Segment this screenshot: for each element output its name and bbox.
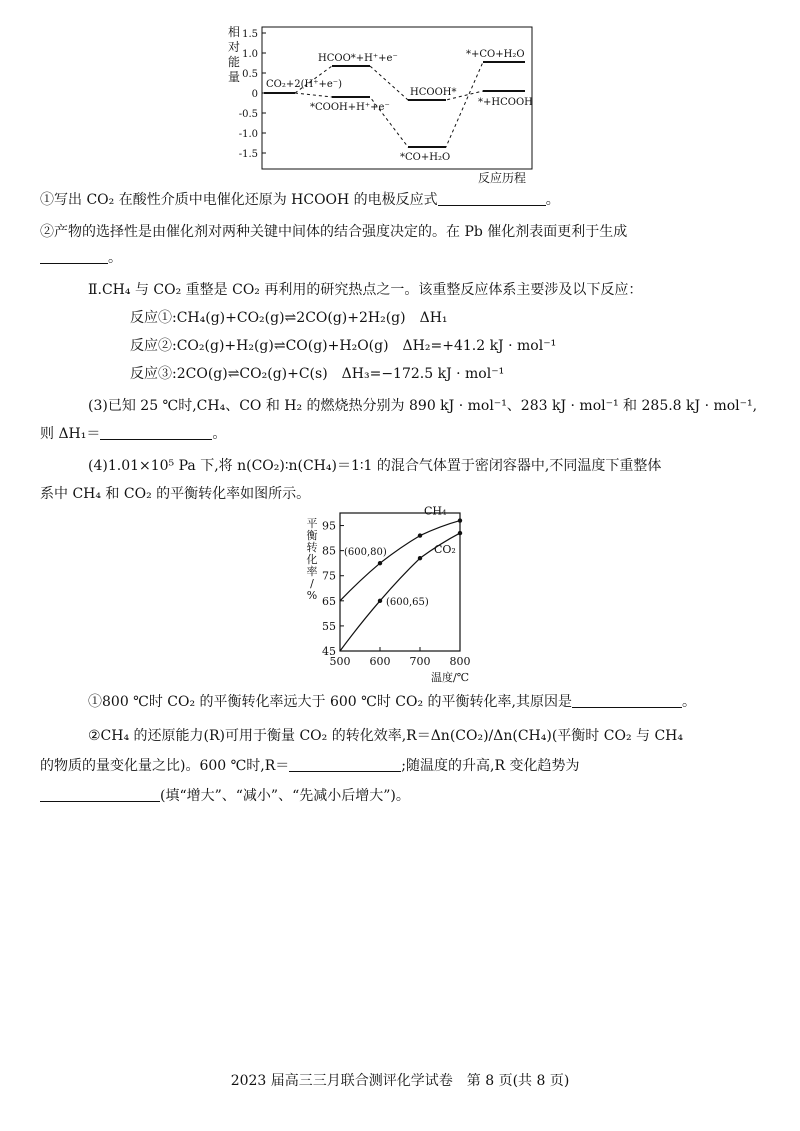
- reaction-2: 反应②:CO₂(g)+H₂(g)⇌CO(g)+H₂O(g) ΔH₂=+41.2 kJ · mol⁻¹: [130, 338, 557, 354]
- data-point: [378, 599, 382, 603]
- question-4-1-end: 。: [681, 694, 696, 710]
- svg-text:%: %: [306, 589, 318, 602]
- question-2-2-text: ②产物的选择性是由催化剂对两种关键中间体的结合强度决定的。在 Pb 催化剂表面更利于生成: [40, 224, 628, 240]
- energy-tick-label: -1.0: [238, 129, 258, 140]
- energy-x-label: 反应历程: [478, 171, 527, 185]
- question-2-1-end: 。: [545, 192, 560, 208]
- label-hcooh-ads: HCOOH*: [410, 87, 457, 98]
- data-point: [418, 533, 422, 537]
- y-tick-label: 75: [322, 569, 336, 583]
- x-tick-label: 500: [329, 655, 351, 668]
- question-2-1-text: ①写出 CO₂ 在酸性介质中电催化还原为 HCOOH 的电极反应式: [40, 192, 438, 208]
- answer-blank-2-1[interactable]: [438, 191, 546, 206]
- reaction-1: 反应①:CH₄(g)+CO₂(g)⇌2CO(g)+2H₂(g) ΔH₁: [130, 310, 448, 326]
- label-cooh: *COOH+H⁺+e⁻: [310, 102, 390, 113]
- svg-text:相: 相: [228, 25, 241, 39]
- energy-tick-label: 0.5: [242, 69, 258, 80]
- y-tick-label: 45: [322, 645, 336, 658]
- energy-tick-label: -0.5: [238, 109, 258, 120]
- question-3-line1: (3)已知 25 ℃时,CH₄、CO 和 H₂ 的燃烧热分别为 890 kJ · mol⁻¹、283 kJ · mol⁻¹ 和 285.8 kJ · mol⁻¹,: [88, 398, 758, 414]
- annotation-600-80: (600,80): [344, 547, 387, 559]
- part-2-intro: [88, 280, 642, 300]
- svg-text:率: 率: [306, 565, 318, 578]
- question-4-2-line2: [40, 756, 579, 776]
- energy-tick-label: 1.5: [242, 29, 258, 40]
- data-point: [378, 561, 382, 565]
- data-point: [458, 518, 462, 522]
- y-tick-label: 55: [322, 619, 336, 633]
- question-4-2-text-c: (填“增大”、“减小”、“先减小后增大”)。: [160, 788, 410, 804]
- y-axis-label: [307, 517, 318, 602]
- svg-text:量: 量: [228, 70, 241, 84]
- part-2-intro-text: Ⅱ.CH₄ 与 CO₂ 重整是 CO₂ 再利用的研究热点之一。该重整反应体系主要涉及以下反应：: [88, 282, 643, 298]
- svg-text:平: 平: [306, 517, 318, 530]
- question-4-line2: 系中 CH₄ 和 CO₂ 的平衡转化率如图所示。: [40, 486, 311, 502]
- question-4-1-text: ①800 ℃时 CO₂ 的平衡转化率远大于 600 ℃时 CO₂ 的平衡转化率,其原因是: [88, 694, 572, 710]
- question-4-2-line3: [40, 786, 410, 806]
- x-tick-label: 600: [369, 655, 391, 668]
- question-3-line2: [40, 424, 226, 444]
- x-tick-label: 700: [409, 655, 431, 668]
- question-3-end: 。: [212, 426, 227, 442]
- answer-blank-4-1[interactable]: [572, 693, 682, 708]
- label-co-h2o-final: *+CO+H₂O: [466, 49, 525, 60]
- reaction-3: 反应③:2CO(g)⇌CO₂(g)+C(s) ΔH₃=−172.5 kJ · mol⁻¹: [130, 366, 505, 382]
- question-2-2-cont: [40, 248, 122, 268]
- question-2-2: [40, 222, 627, 242]
- energy-y-label: [228, 24, 240, 84]
- page-footer: 2023 届高三三月联合测评化学试卷 第 8 页(共 8 页): [230, 1073, 570, 1089]
- svg-text:/: /: [310, 577, 314, 590]
- question-2-1: [40, 190, 560, 210]
- annotation-600-65: (600,65): [386, 596, 429, 608]
- label-co-h2o-ads: *CO+H₂O: [400, 152, 451, 163]
- answer-blank-3[interactable]: [100, 425, 212, 440]
- energy-diagram: [220, 20, 560, 185]
- label-hcooh-final: *+HCOOH: [478, 97, 533, 108]
- svg-text:对: 对: [228, 40, 241, 54]
- label-start: CO₂+2(H⁺+e⁻): [266, 79, 342, 90]
- energy-tick-label: 1.0: [242, 49, 258, 60]
- data-point: [458, 531, 462, 535]
- y-tick-label: 85: [322, 544, 336, 558]
- question-4-line1: (4)1.01×10⁵ Pa 下,将 n(CO₂)∶n(CH₄)＝1∶1 的混合气体置于密闭容器中,不同温度下重整体: [88, 458, 662, 474]
- answer-blank-4-2-r[interactable]: [289, 757, 401, 772]
- energy-tick-label: 0: [251, 89, 258, 100]
- y-tick-label: 95: [322, 519, 336, 533]
- chart-frame: [340, 513, 460, 651]
- series-label: CO₂: [434, 543, 456, 557]
- question-2-2-end: 。: [108, 250, 122, 266]
- svg-text:能: 能: [228, 55, 241, 69]
- y-tick-label: 65: [322, 594, 336, 608]
- question-3-prefix: 则 ΔH₁＝: [40, 426, 101, 442]
- series-line-ch4: [340, 521, 460, 601]
- energy-tick-label: -1.5: [238, 149, 258, 160]
- x-tick-label: 800: [449, 655, 471, 668]
- svg-text:化: 化: [306, 553, 318, 566]
- question-4-1: [88, 692, 696, 712]
- series-label: CH₄: [424, 505, 447, 518]
- question-4-2-line1: ②CH₄ 的还原能力(R)可用于衡量 CO₂ 的转化效率,R＝Δn(CO₂)/Δn(CH₄)(平衡时 CO₂ 与 CH₄: [88, 728, 683, 744]
- x-axis-label: 温度/℃: [430, 671, 470, 684]
- data-point: [418, 556, 422, 560]
- answer-blank-4-2-trend[interactable]: [40, 787, 160, 802]
- svg-text:衡: 衡: [306, 529, 318, 542]
- svg-text:转: 转: [306, 541, 318, 554]
- question-4-2-text-a: 的物质的量变化量之比)。600 ℃时,R＝: [40, 758, 290, 774]
- label-hcoo: HCOO*+H⁺+e⁻: [318, 53, 398, 64]
- question-4-2-text-b: ;随温度的升高,R 变化趋势为: [401, 758, 580, 774]
- conversion-chart: [300, 505, 500, 685]
- answer-blank-2-2[interactable]: [40, 249, 108, 264]
